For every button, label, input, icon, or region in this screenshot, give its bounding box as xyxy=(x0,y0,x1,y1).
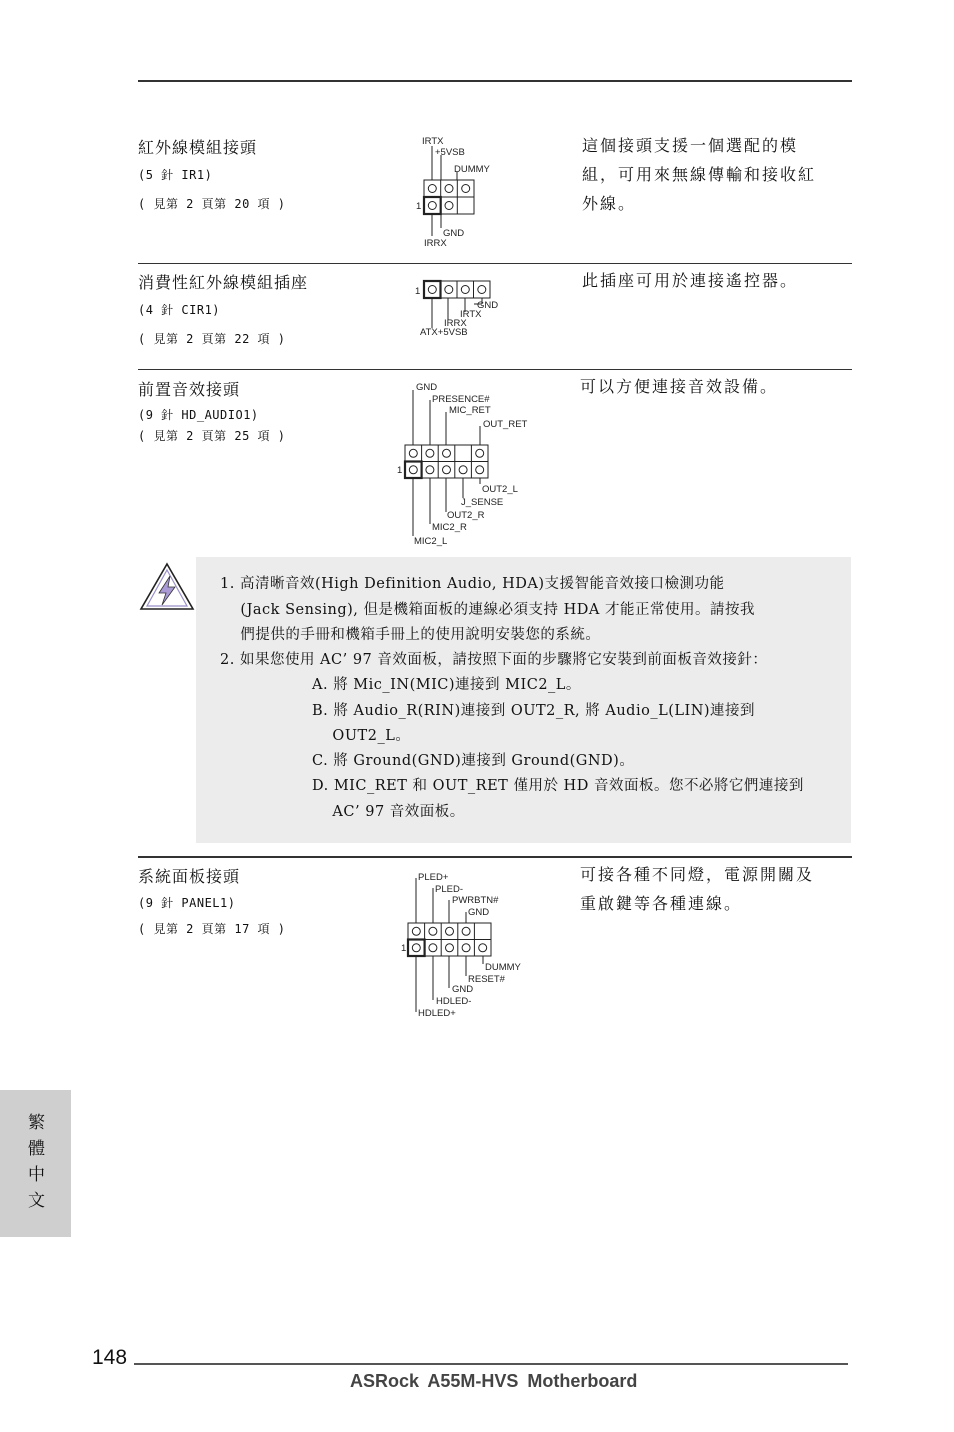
panel-label-gnd2: GND xyxy=(452,984,474,995)
note-line: 2. 如果您使用 AC’ 97 音效面板，請按照下面的步驟將它安裝到前面板音效接針： xyxy=(220,652,768,668)
ir-desc-line: 這個接頭支援一個選配的模 xyxy=(582,136,799,155)
ir-title: 紅外線模組接頭 xyxy=(138,138,258,157)
cir-label-pin1: 1 xyxy=(415,286,421,297)
cir-ref: ( 見第 2 頁第 22 項 ) xyxy=(138,332,286,346)
note-line: (Jack Sensing), 但是機箱面板的連線必須支持 HDA 才能正常使用。請按我 xyxy=(220,602,755,618)
audio-label-gnd: GND xyxy=(416,382,438,393)
panel-desc xyxy=(580,860,814,918)
audio-label-mic-ret: MIC_RET xyxy=(449,405,491,416)
ir-label-dummy: DUMMY xyxy=(454,164,490,175)
panel-desc-line: 重啟鍵等各種連線。 xyxy=(580,894,743,913)
panel-title: 系統面板接頭 xyxy=(138,867,241,886)
top-rule xyxy=(138,80,852,82)
note-line: A. 將 Mic_IN(MIC)連接到 MIC2_L。 xyxy=(312,677,581,693)
ir-label-gnd: GND xyxy=(443,228,465,239)
ir-pins: (5 針 IR1) xyxy=(138,168,213,182)
audio-label-presence: PRESENCE# xyxy=(432,394,490,405)
ir-label-pin1: 1 xyxy=(416,201,422,212)
cir-pins: (4 針 CIR1) xyxy=(138,303,221,317)
note-line: 1. 高清晰音效(High Definition Audio, HDA)支援智能音效接口檢測功能 xyxy=(220,576,725,592)
ir-label-irrx: IRRX xyxy=(424,238,447,249)
footer-product-name: ASRock A55M-HVS Motherboard xyxy=(350,1371,638,1391)
panel-label-pled-plus: PLED+ xyxy=(418,872,449,883)
divider xyxy=(138,369,852,370)
audio-label-mic2-l: MIC2_L xyxy=(414,536,448,547)
warning-icon xyxy=(138,561,196,613)
audio-ref: ( 見第 2 頁第 25 項 ) xyxy=(138,429,286,443)
audio-label-out2-l: OUT2_L xyxy=(482,484,518,495)
cir-desc-line: 此插座可用於連接遙控器。 xyxy=(582,271,799,290)
ir-header-diagram xyxy=(410,132,520,252)
audio-label-out-ret: OUT_RET xyxy=(483,419,528,430)
ir-label-irtx: IRTX xyxy=(422,136,444,147)
panel-header-diagram xyxy=(398,866,538,1022)
ir-label-5vsb: +5VSB xyxy=(435,147,465,158)
divider xyxy=(138,263,852,264)
panel-label-dummy: DUMMY xyxy=(485,962,521,973)
cir-label-irrx: IRRX xyxy=(444,318,467,329)
cir-header-diagram xyxy=(410,272,520,342)
cir-desc xyxy=(582,266,798,295)
cir-label-irtx: IRTX xyxy=(460,309,482,320)
panel-label-gnd: GND xyxy=(468,907,490,918)
panel-desc-line: 可接各種不同燈，電源開關及 xyxy=(580,865,815,884)
cir-title: 消費性紅外線模組插座 xyxy=(138,273,309,292)
audio-label-pin1: 1 xyxy=(397,465,403,476)
panel-label-reset: RESET# xyxy=(468,974,505,985)
language-side-tab xyxy=(0,1090,71,1237)
panel-label-pin1: 1 xyxy=(401,943,407,954)
panel-ref: ( 見第 2 頁第 17 項 ) xyxy=(138,922,286,936)
note-line: AC’ 97 音效面板。 xyxy=(312,804,465,820)
divider xyxy=(138,856,852,858)
page-number: 148 xyxy=(92,1346,128,1369)
audio-label-mic2-r: MIC2_R xyxy=(432,522,467,533)
audio-desc xyxy=(580,372,778,401)
ir-desc xyxy=(582,131,816,218)
note-line: B. 將 Audio_R(RIN)連接到 OUT2_R, 將 Audio_L(LIN)連接到 xyxy=(312,703,756,719)
audio-pins: (9 針 HD_AUDIO1) xyxy=(138,408,259,422)
panel-label-pwrbtn: PWRBTN# xyxy=(452,895,499,906)
audio-label-out2-r: OUT2_R xyxy=(447,510,485,521)
audio-header-diagram xyxy=(395,378,535,550)
audio-desc-line: 可以方便連接音效設備。 xyxy=(580,377,779,396)
note-line: D. MIC_RET 和 OUT_RET 僅用於 HD 音效面板。您不必將它們連接到 xyxy=(312,778,804,794)
panel-label-hdled-minus: HDLED- xyxy=(436,996,472,1007)
ir-desc-line: 外線。 xyxy=(582,194,637,213)
panel-label-hdled-plus: HDLED+ xyxy=(418,1008,456,1019)
note-line: OUT2_L。 xyxy=(312,728,411,744)
note-line: 們提供的手冊和機箱手冊上的使用說明安裝您的系統。 xyxy=(220,627,601,643)
cir-label-atx5vsb: ATX+5VSB xyxy=(420,327,468,338)
panel-label-pled-minus: PLED- xyxy=(435,884,463,895)
cir-label-gnd: GND xyxy=(477,300,499,311)
audio-label-j-sense: J_SENSE xyxy=(461,497,504,508)
audio-title: 前置音效接頭 xyxy=(138,380,241,399)
panel-pins: (9 針 PANEL1) xyxy=(138,896,236,910)
note-line: C. 將 Ground(GND)連接到 Ground(GND)。 xyxy=(312,753,635,769)
language-side-tab-label: 繁體中文 xyxy=(28,1113,45,1211)
footer-rule xyxy=(134,1363,848,1365)
ir-ref: ( 見第 2 頁第 20 項 ) xyxy=(138,197,286,211)
ir-desc-line: 組，可用來無線傳輸和接收紅 xyxy=(582,165,817,184)
